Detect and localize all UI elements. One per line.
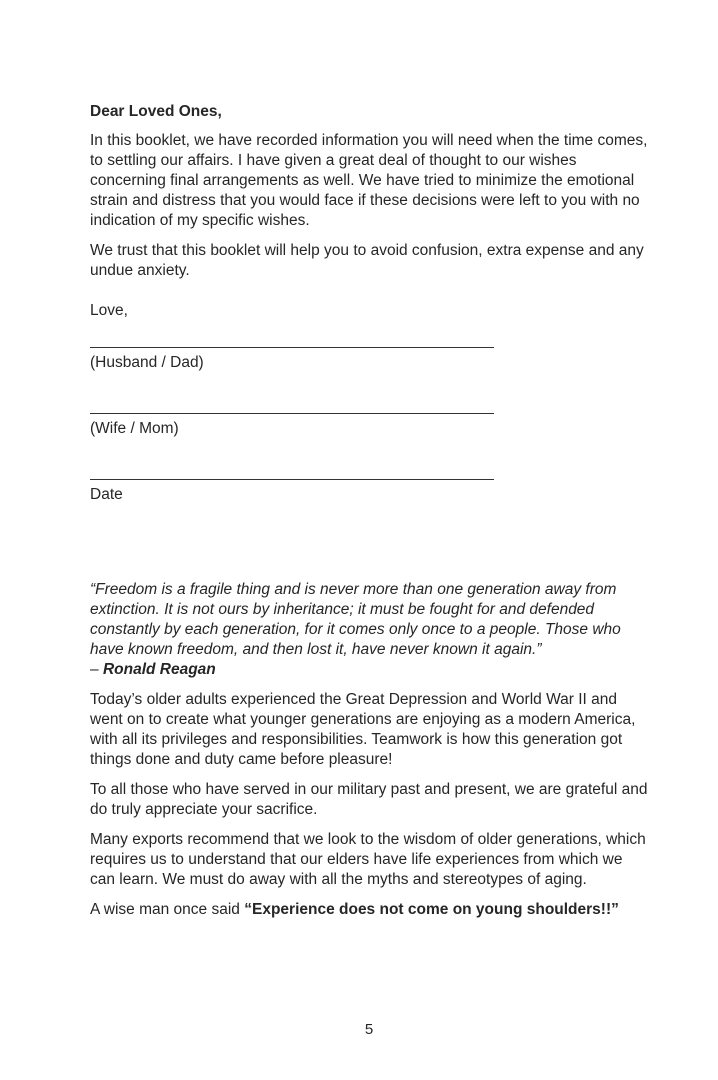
letter-paragraph-2: We trust that this booklet will help you to avoid confusion, extra expense and any undue anxiety. <box>90 242 644 279</box>
body-paragraph-3: Many exports recommend that we look to the wisdom of older generations, which requires us to understand that our elders have life experiences from which we can learn. We must do away with all the myths and stereotypes of aging. <box>90 831 646 888</box>
reagan-quote: “Freedom is a fragile thing and is never more than one generation away from extinction. It is not ours by inheritance; it must be fought for and defended constantly by each generation, for it comes only once to a people. Those who have known freedom, and then lost it, have never known it again.” <box>90 581 621 658</box>
letter-closing: Love, <box>90 302 128 319</box>
signature-label-wife: (Wife / Mom) <box>90 420 179 437</box>
quote-author: Ronald Reagan <box>102 661 216 678</box>
quote-dash: – <box>90 661 103 678</box>
signature-line-wife[interactable] <box>90 413 494 414</box>
body-paragraph-1: Today’s older adults experienced the Great Depression and World War II and went on to create what younger generations are enjoying as a modern America, with all its privileges and responsibilities. Teamwork is how this generation got things done and duty came before pleasure! <box>90 691 636 768</box>
quote-attribution <box>90 660 650 680</box>
signature-line-husband[interactable] <box>90 347 494 348</box>
letter-paragraph-1: In this booklet, we have recorded information you will need when the time comes, to settling our affairs. I have given a great deal of thought to our wishes concerning final arrangements as well. We have tried to minimize the emotional strain and distress that you would face if these decisions were left to you with no indication of my specific wishes. <box>90 132 648 229</box>
page-number: 5 <box>364 1021 374 1038</box>
page-content <box>90 102 650 930</box>
signature-label-husband: (Husband / Dad) <box>90 354 204 371</box>
letter-salutation: Dear Loved Ones, <box>90 103 222 120</box>
body-paragraph-4 <box>90 900 650 920</box>
date-line[interactable] <box>90 479 494 480</box>
wise-man-quote: “Experience does not come on young shoulders!!” <box>244 901 619 918</box>
date-label: Date <box>90 486 123 503</box>
body-paragraph-4-prefix: A wise man once said <box>90 901 245 918</box>
body-paragraph-2: To all those who have served in our military past and present, we are grateful and do truly appreciate your sacrifice. <box>90 781 648 818</box>
